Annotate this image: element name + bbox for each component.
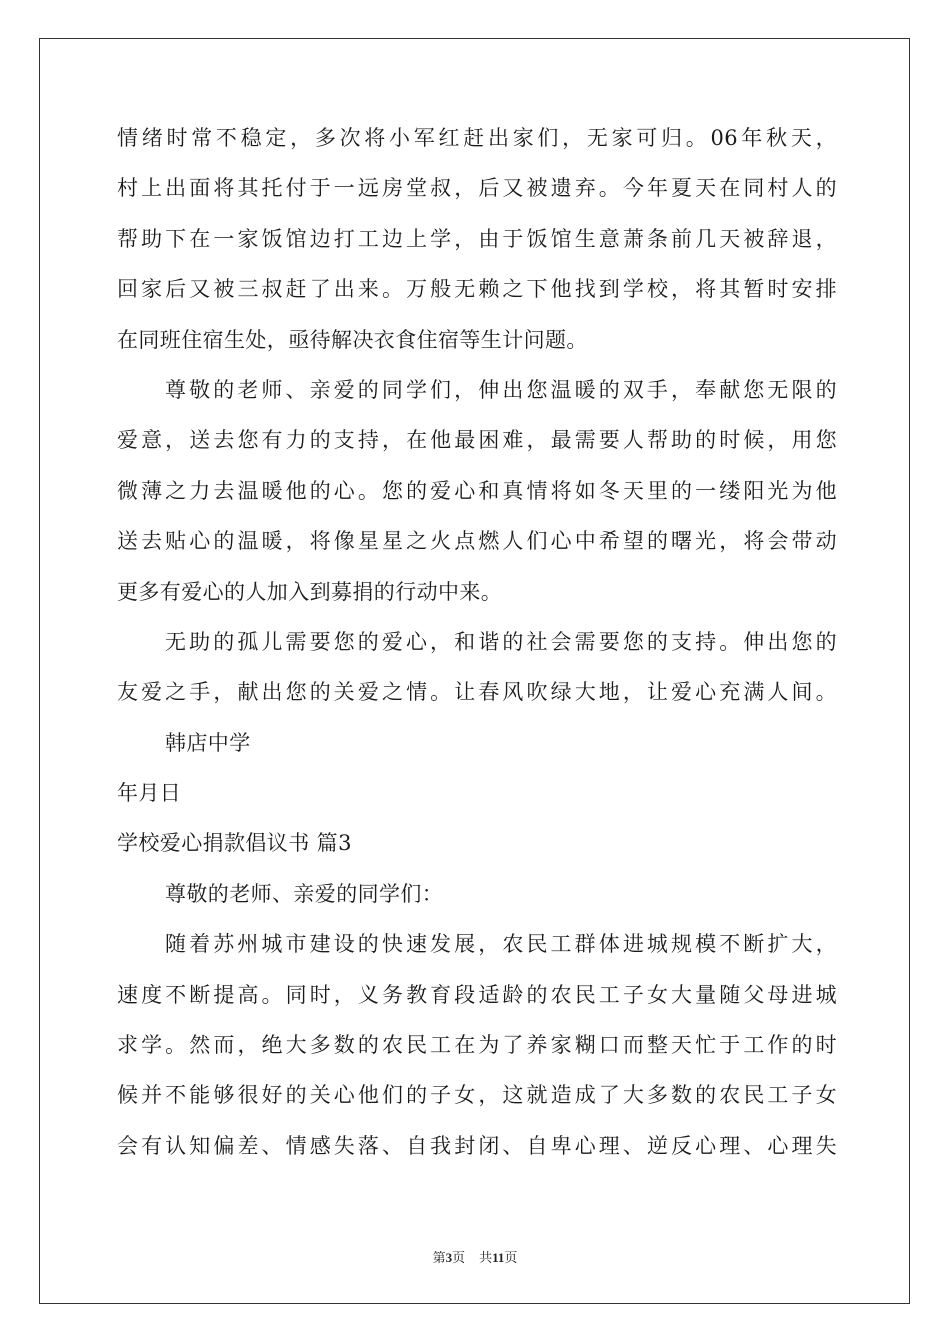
text-line: 会有认知偏差、情感失落、自我封闭、自卑心理、逆反心理、心理失 xyxy=(117,1133,837,1158)
footer-total-prefix: 共 xyxy=(479,1250,493,1265)
text-line: 候并不能够很好的关心他们的子女，这就造成了大多数的农民工子女 xyxy=(117,1083,837,1108)
text-line: 村上出面将其托付于一远房堂叔，后又被遗弃。今年夏天在同村人的 xyxy=(117,176,837,201)
footer-page-suffix: 页 xyxy=(452,1250,466,1265)
text-line: 随着苏州城市建设的快速发展，农民工群体进城规模不断扩大， xyxy=(165,932,837,957)
document-body xyxy=(117,126,837,1184)
text-line: 回家后又被三叔赶了出来。万般无赖之下他找到学校，将其暂时安排 xyxy=(117,277,837,302)
total-page-count: 11 xyxy=(492,1250,505,1265)
text-line: 学校爱心捐款倡议书 篇3 xyxy=(117,831,352,856)
footer-prefix: 第 xyxy=(432,1250,446,1265)
text-line: 尊敬的老师、亲爱的同学们，伸出您温暖的双手，奉献您无限的 xyxy=(165,377,837,402)
text-line: 友爱之手，献出您的关爱之情。让春风吹绿大地，让爱心充满人间。 xyxy=(117,680,837,705)
text-line: 韩店中学 xyxy=(165,730,251,755)
text-line: 求学。然而，绝大多数的农民工在为了养家糊口而整天忙于工作的时 xyxy=(117,1033,837,1058)
text-line: 年月日 xyxy=(117,781,182,806)
page-footer xyxy=(0,1247,950,1266)
text-line: 爱意，送去您有力的支持，在他最困难，最需要人帮助的时候，用您 xyxy=(117,428,837,453)
text-line: 无助的孤儿需要您的爱心，和谐的社会需要您的支持。伸出您的 xyxy=(165,629,837,654)
current-page-number: 3 xyxy=(445,1250,453,1265)
text-line: 更多有爱心的人加入到募捐的行动中来。 xyxy=(117,579,503,604)
text-line: 帮助下在一家饭馆边打工边上学，由于饭馆生意萧条前几天被辞退， xyxy=(117,226,837,251)
text-line: 情绪时常不稳定，多次将小军红赶出家们，无家可归。06年秋天， xyxy=(117,126,837,150)
text-line: 速度不断提高。同时，义务教育段适龄的农民工子女大量随父母进城 xyxy=(117,982,837,1007)
text-line: 微薄之力去温暖他的心。您的爱心和真情将如冬天里的一缕阳光为他 xyxy=(117,478,837,503)
text-line: 在同班住宿生处，亟待解决衣食住宿等生计问题。 xyxy=(117,327,588,352)
footer-total-suffix: 页 xyxy=(504,1250,518,1265)
text-line: 送去贴心的温暖，将像星星之火点燃人们心中希望的曙光，将会带动 xyxy=(117,529,837,554)
text-line: 尊敬的老师、亲爱的同学们： xyxy=(165,881,444,906)
